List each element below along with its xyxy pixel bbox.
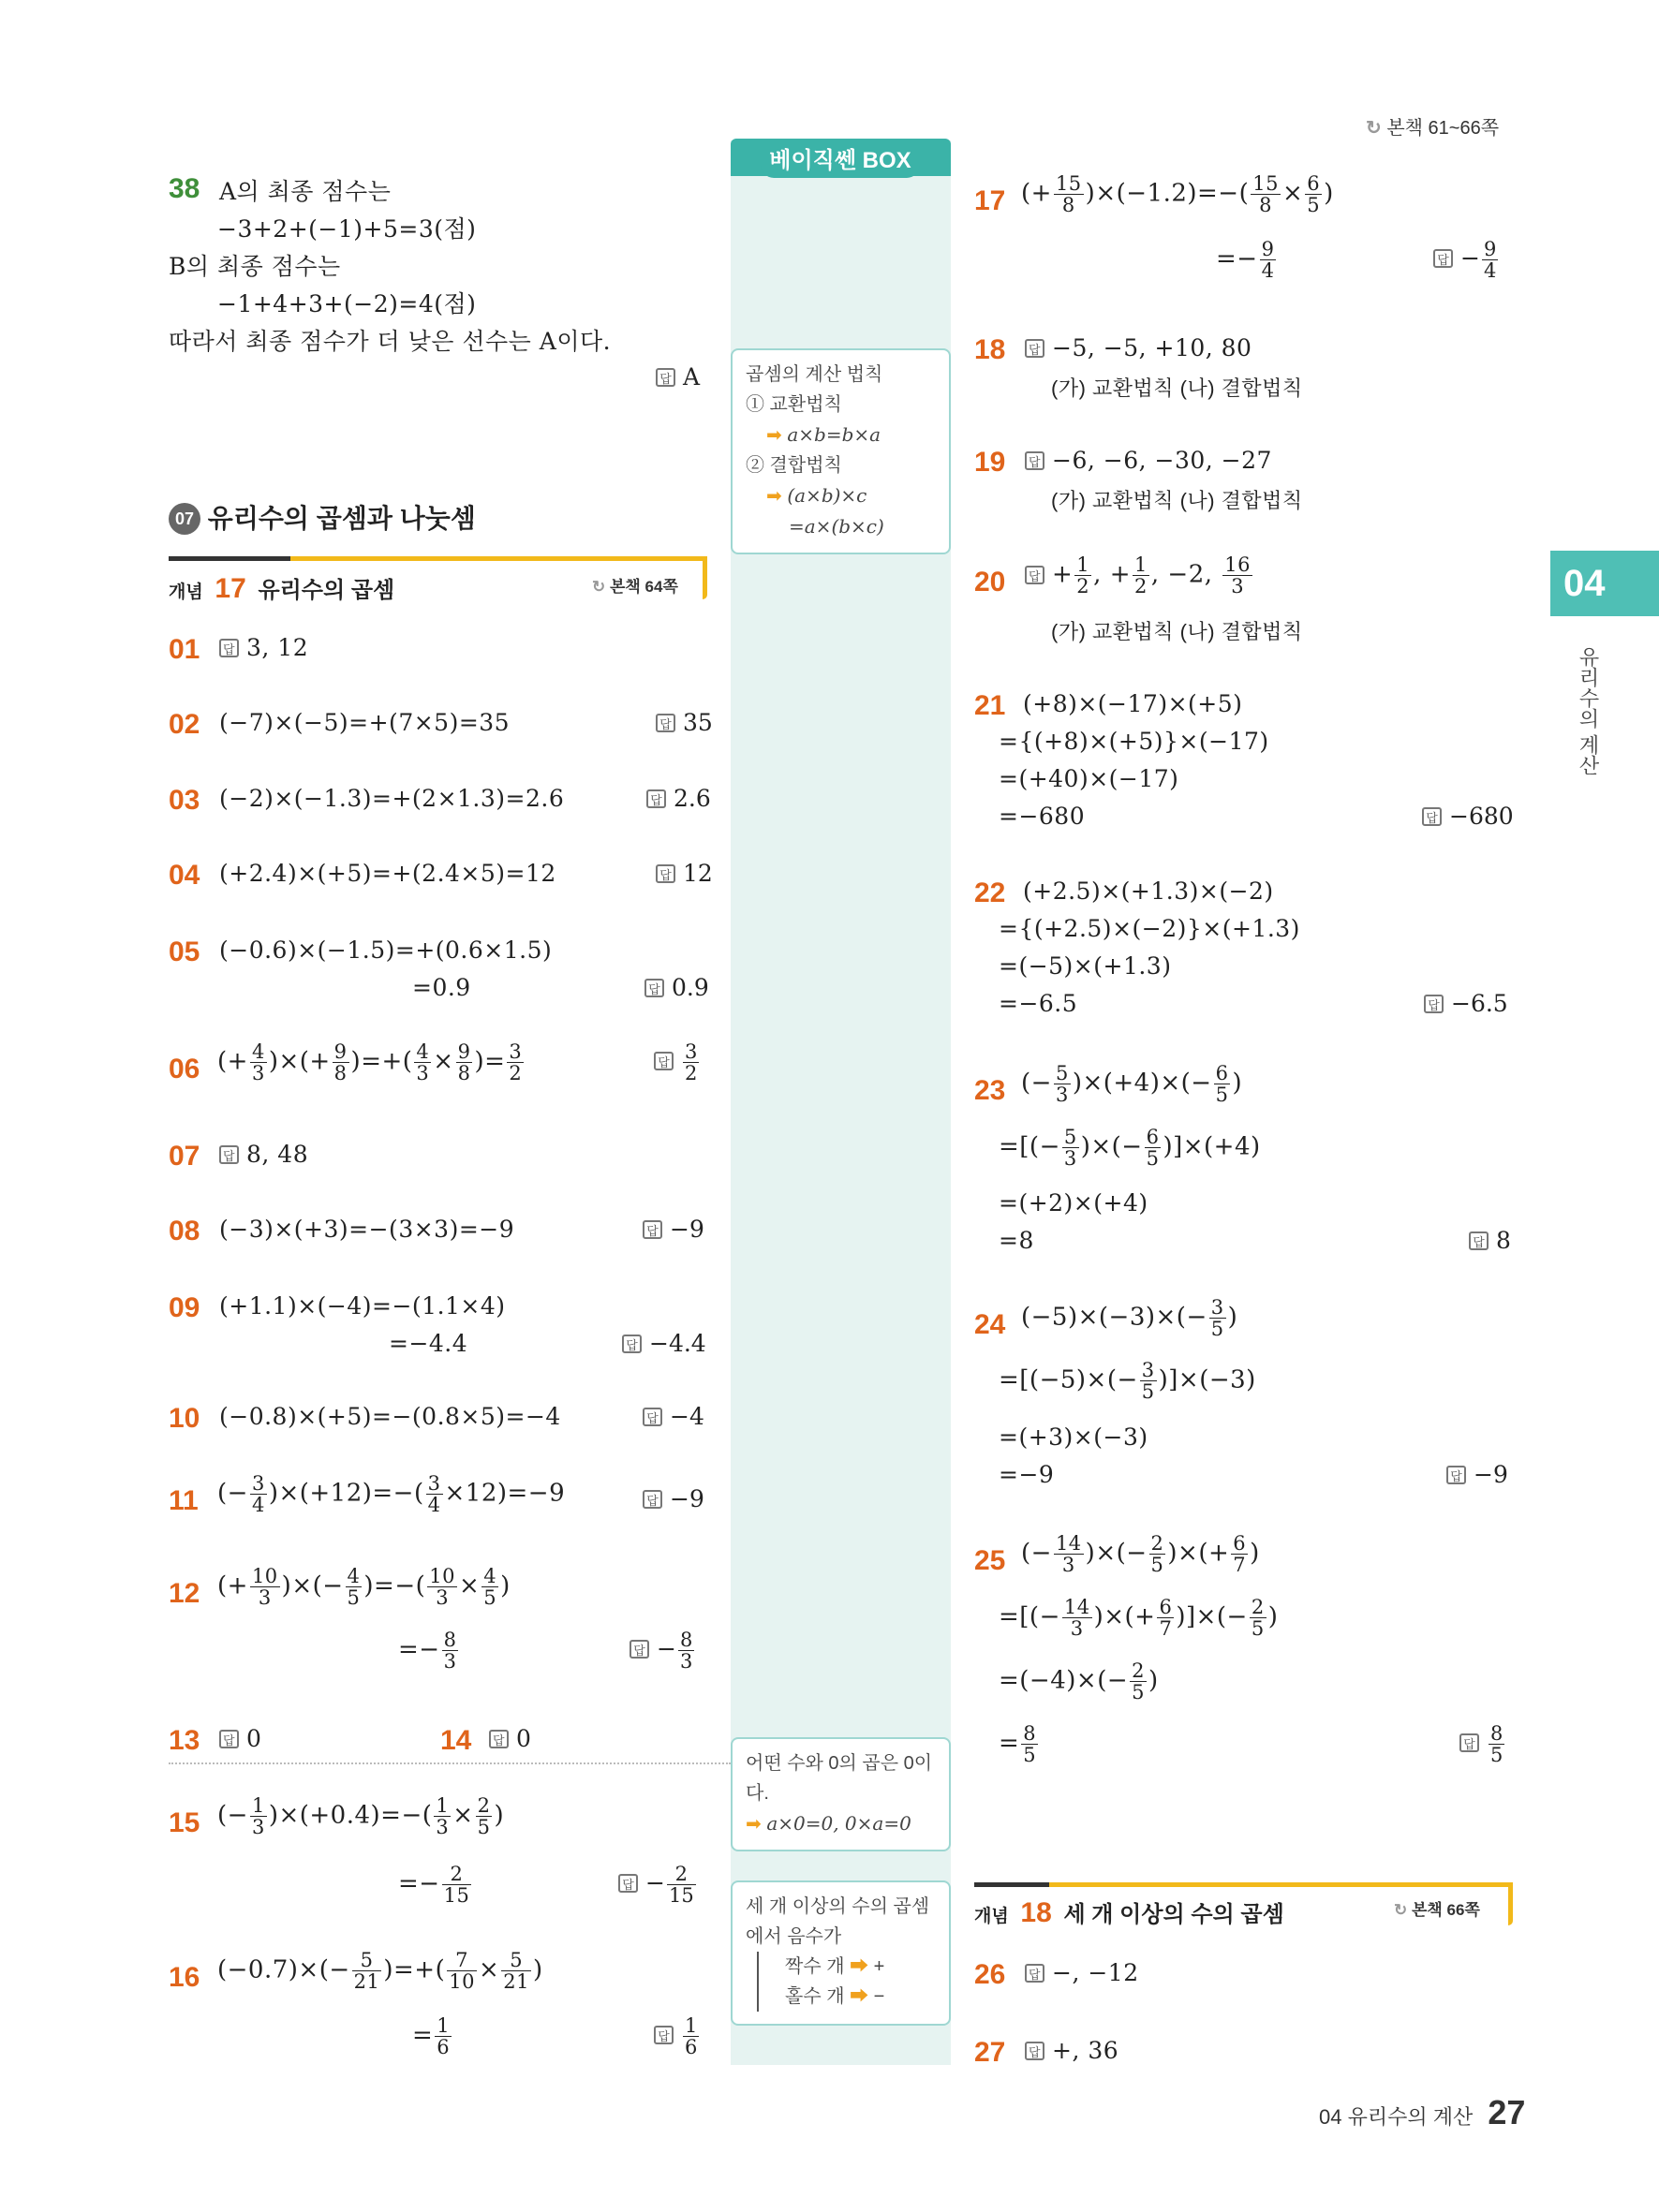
law-note: (가) 교환법칙 (나) 결합법칙	[1051, 489, 1303, 512]
concept-17-title: 개념 17 유리수의 곱셈	[169, 573, 395, 604]
solution-line: ={(+8)×(+5)}×(−17)	[999, 728, 1269, 755]
question-number: 26	[974, 1959, 1006, 1990]
solution-line: (− $\frac{5}{3}$ )×(+4)×(− $\frac{6}{5}$ )	[1021, 1062, 1243, 1107]
question-number: 38	[169, 173, 200, 204]
answer: 답 8, 48	[219, 1141, 308, 1168]
chapter-tab-text: 유리수의 계산	[1577, 646, 1600, 776]
solution-line: =0.9	[412, 974, 471, 1001]
answer: 답 − $\frac{8}{3}$	[630, 1630, 696, 1672]
solution-line: (−3)×(+3)=−(3×3)=−9	[219, 1216, 515, 1243]
solution-line: (−2)×(−1.3)=+(2×1.3)=2.6	[219, 785, 565, 812]
question-number: 03	[169, 785, 200, 816]
question-number: 05	[169, 936, 200, 967]
solution-line: = $\frac{1}{6}$	[412, 2014, 451, 2059]
sidebar-box-multiplication-laws: 곱셈의 계산 법칙 ① 교환법칙 ➡ a×b=b×a ② 결합법칙 ➡ (a×b)×c =a×(b×c)	[731, 348, 951, 554]
law-note: (가) 교환법칙 (나) 결합법칙	[1051, 620, 1303, 643]
question-number: 15	[169, 1807, 200, 1838]
question-number: 27	[974, 2037, 1006, 2068]
section-title: 07 유리수의 곱셈과 나눗셈	[169, 498, 476, 536]
solution-line: (+ $\frac{15}{8}$ )×(−1.2)=−( $\frac{15}{8}$ × $\frac{6}{5}$ )	[1021, 172, 1334, 217]
arrow-icon: ➡	[766, 486, 782, 507]
answer: 답 −680	[1422, 803, 1514, 830]
question-number: 11	[169, 1485, 199, 1516]
question-number: 04	[169, 860, 200, 891]
answer: 답 −9	[643, 1485, 704, 1512]
header-reference: ↻ 본책 61~66쪽	[1366, 118, 1500, 139]
solution-line: (− $\frac{3}{4}$ )×(+12)=−( $\frac{3}{4}$ ×12)=−9	[217, 1472, 566, 1517]
solution-line: (+ $\frac{10}{3}$ )×(− $\frac{4}{5}$ )=−( $\frac{10}{3}$ × $\frac{4}{5}$ )	[217, 1565, 511, 1610]
answer: 답 −, −12	[1025, 1959, 1139, 1986]
concept-header-bar	[169, 556, 707, 561]
answer: 답 12	[656, 860, 713, 887]
question-number: 12	[169, 1578, 200, 1609]
solution-line: (− $\frac{14}{3}$ )×(− $\frac{2}{5}$ )×(+ $\frac{6}{7}$ )	[1021, 1532, 1260, 1577]
answer: 답 $\frac{1}{6}$	[654, 2015, 701, 2057]
solution-line: ={(+2.5)×(−2)}×(+1.3)	[999, 915, 1300, 942]
answer: 답 −9	[1446, 1461, 1508, 1488]
solution-line: =− $\frac{9}{4}$	[1216, 238, 1275, 283]
question-number: 22	[974, 877, 1006, 908]
solution-line: (+2.5)×(+1.3)×(−2)	[1023, 877, 1274, 905]
concept-17-reference: ↻ 본책 64쪽	[592, 578, 678, 596]
solution-line: (−0.6)×(−1.5)=+(0.6×1.5)	[219, 936, 553, 964]
question-number: 02	[169, 709, 200, 740]
solution-line: (− $\frac{1}{3}$ )×(+0.4)=−( $\frac{1}{3}$ × $\frac{2}{5}$ )	[217, 1794, 505, 1839]
solution-line: (+ $\frac{4}{3}$ )×(+ $\frac{9}{8}$ )=+( $\frac{4}{3}$ × $\frac{9}{8}$ )= $\frac{3}{2}$	[217, 1040, 523, 1085]
answer: 답 0.9	[644, 974, 709, 1001]
solution-line: =(+3)×(−3)	[999, 1423, 1148, 1451]
question-number: 01	[169, 634, 200, 665]
question-number: 08	[169, 1216, 200, 1246]
answer: 답 A	[656, 363, 700, 391]
question-number: 19	[974, 447, 1006, 478]
solution-line: =[(− $\frac{14}{3}$ )×(+ $\frac{6}{7}$ )]×(− $\frac{2}{5}$ )	[999, 1596, 1279, 1641]
answer: 답 −4	[643, 1403, 704, 1430]
arrow-icon: ➡	[850, 1956, 869, 1977]
answer: 답 3, 12	[219, 634, 308, 661]
solution-line: (−0.7)×(− $\frac{5}{21}$ )=+( $\frac{7}{10}$ × $\frac{5}{21}$ )	[217, 1949, 543, 1994]
concept-18-title: 개념 18 세 개 이상의 수의 곱셈	[974, 1897, 1284, 1928]
solution-line: =(+2)×(+4)	[999, 1189, 1148, 1217]
refresh-icon: ↻	[1366, 118, 1382, 139]
law-note: (가) 교환법칙 (나) 결합법칙	[1051, 376, 1303, 400]
answer: 답 −6.5	[1424, 990, 1508, 1017]
answer: 답 −5, −5, +10, 80	[1025, 334, 1252, 361]
solution-line: =8	[999, 1227, 1034, 1254]
answer: 답 +, 36	[1025, 2037, 1118, 2064]
page-number: 27	[1488, 2093, 1526, 2131]
solution-line: B의 최종 점수는	[169, 253, 341, 280]
answer: 답 − $\frac{9}{4}$	[1433, 239, 1500, 281]
solution-line: A의 최종 점수는	[219, 178, 392, 205]
question-number: 16	[169, 1962, 200, 1993]
solution-line: = $\frac{8}{5}$	[999, 1722, 1037, 1767]
solution-line: =−9	[999, 1461, 1055, 1488]
solution-line: =(+40)×(−17)	[999, 765, 1179, 792]
question-number: 10	[169, 1403, 200, 1434]
solution-line: =−4.4	[389, 1330, 468, 1357]
question-number: 24	[974, 1309, 1006, 1340]
question-number: 09	[169, 1292, 200, 1323]
solution-line: =−6.5	[999, 990, 1078, 1017]
question-number: 17	[974, 185, 1006, 216]
solution-line: =(−5)×(+1.3)	[999, 952, 1172, 980]
chapter-tab: 04	[1550, 551, 1659, 616]
answer: 답 −6, −6, −30, −27	[1025, 447, 1272, 474]
sidebar-box-sign-rule: 세 개 이상의 수의 곱셈 에서 음수가 짝수 개 ➡ + 홀수 개 ➡ −	[731, 1880, 951, 2026]
answer: 답 $\frac{3}{2}$	[654, 1041, 701, 1084]
answer: 답 35	[656, 709, 713, 736]
solution-line: 따라서 최종 점수가 더 낮은 선수는 A이다.	[169, 328, 612, 355]
solution-line: (+8)×(−17)×(+5)	[1023, 690, 1243, 717]
solution-line: (−7)×(−5)=+(7×5)=35	[219, 709, 511, 736]
answer: 답 0	[489, 1725, 531, 1752]
question-number: 07	[169, 1141, 200, 1172]
answer: 답 0	[219, 1725, 261, 1752]
question-number: 14	[440, 1725, 472, 1756]
refresh-icon: ↻	[592, 578, 606, 596]
arrow-icon: ➡	[850, 1986, 869, 2007]
question-number: 13	[169, 1725, 200, 1756]
solution-line: −1+4+3+(−2)=4(점)	[217, 290, 477, 317]
dotted-separator	[169, 1762, 731, 1764]
answer: 답 $\frac{8}{5}$	[1459, 1723, 1506, 1765]
section-badge: 07	[169, 503, 200, 535]
solution-line: (+2.4)×(+5)=+(2.4×5)=12	[219, 860, 556, 887]
arrow-icon: ➡	[746, 1814, 762, 1835]
concept-header-bar	[974, 1882, 1513, 1887]
page-footer: 04 유리수의 계산 27	[1319, 2093, 1526, 2131]
solution-line: (+1.1)×(−4)=−(1.1×4)	[219, 1292, 506, 1320]
solution-line: (−5)×(−3)×(− $\frac{3}{5}$ )	[1021, 1296, 1238, 1341]
answer: 답 2.6	[646, 785, 711, 812]
question-number: 20	[974, 567, 1006, 597]
question-number: 21	[974, 690, 1006, 721]
refresh-icon: ↻	[1394, 1901, 1408, 1919]
answer: 답 −9	[643, 1216, 704, 1243]
solution-line: =− $\frac{2}{15}$	[398, 1863, 470, 1908]
question-number: 25	[974, 1545, 1006, 1576]
solution-line: =−680	[999, 803, 1086, 830]
solution-line: =(−4)×(− $\frac{2}{5}$ )	[999, 1659, 1159, 1704]
answer: 답 8	[1469, 1227, 1511, 1254]
question-number: 18	[974, 334, 1006, 365]
answer: 답 + $\frac{1}{2}$ , + $\frac{1}{2}$ , −2, $\frac{16}{3}$	[1025, 554, 1254, 597]
question-number: 06	[169, 1054, 200, 1084]
answer: 답 − $\frac{2}{15}$	[618, 1864, 698, 1906]
solution-line: (−0.8)×(+5)=−(0.8×5)=−4	[219, 1403, 561, 1430]
question-number: 23	[974, 1075, 1006, 1106]
arrow-icon: ➡	[766, 425, 782, 446]
sidebar-box-zero-product: 어떤 수와 0의 곱은 0이 다. ➡ a×0=0, 0×a=0	[731, 1737, 951, 1851]
answer: 답 −4.4	[622, 1330, 706, 1357]
basic-box-title-label: 베이직쎈 BOX	[761, 144, 920, 178]
solution-line: −3+2+(−1)+5=3(점)	[217, 215, 477, 243]
solution-line: =[(− $\frac{5}{3}$ )×(− $\frac{6}{5}$ )]×(+4)	[999, 1126, 1261, 1171]
solution-line: =[(−5)×(− $\frac{3}{5}$ )]×(−3)	[999, 1359, 1256, 1404]
concept-18-reference: ↻ 본책 66쪽	[1394, 1901, 1480, 1919]
solution-line: =− $\frac{8}{3}$	[398, 1629, 457, 1674]
